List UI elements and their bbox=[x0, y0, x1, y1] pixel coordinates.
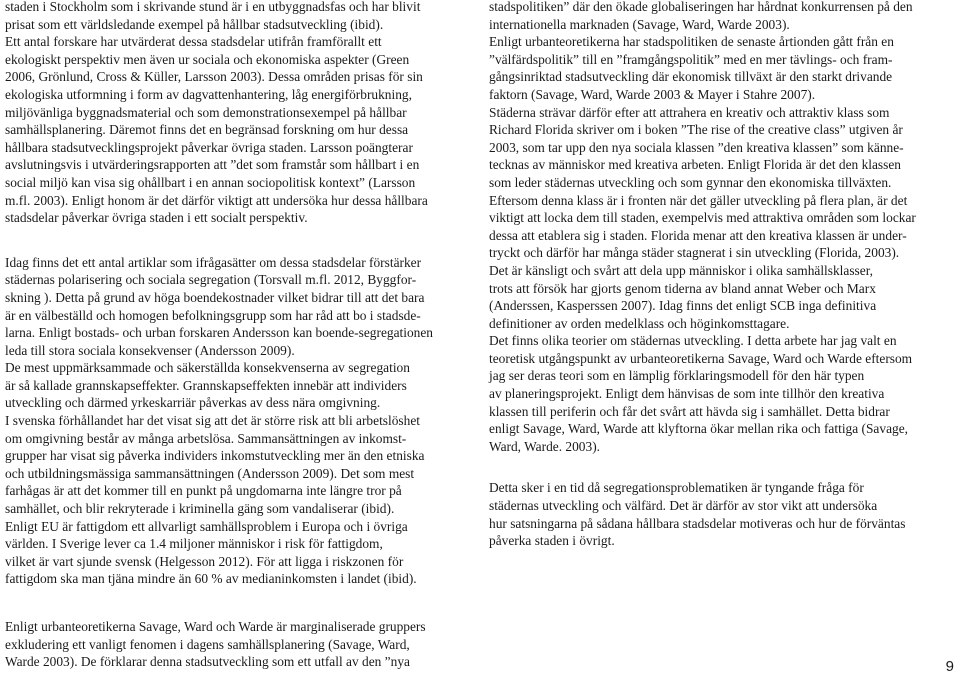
text-line: 2006, Grönlund, Cross & Küller, Larsson 2003). Dessa områden prisas för sin bbox=[5, 69, 423, 85]
text-line: av planeringsprojekt. Enligt dem hänvisas de som inte tillhör den kreativa bbox=[489, 386, 885, 402]
text-line: gångsinriktad stadsutveckling där ekonomisk tillväxt är den starkt drivande bbox=[489, 69, 893, 85]
text-line: Detta sker i en tid då segregationsproblematiken är tyngande fråga för bbox=[489, 480, 864, 496]
paragraph-segregation bbox=[5, 254, 467, 588]
text-line: Enligt urbanteoretikerna Savage, Ward och Warde är marginaliserade gruppers bbox=[5, 619, 426, 634]
text-line: vilket är vart sjunde svensk (Helgesson 2012). För att ligga i riskzonen för bbox=[5, 553, 404, 569]
text-line: Ett antal forskare har utvärderat dessa stadsdelar utifrån framförallt ett bbox=[5, 34, 382, 50]
text-line: Det är känsligt och svårt att dela upp människor i olika samhällsklasser, bbox=[489, 262, 873, 278]
text-line: exkludering ett vanligt fenomen i dagens samhällsplanering (Savage, Ward, bbox=[5, 636, 410, 652]
text-line: De mest uppmärksammade och säkerställda konsekvenserna av segregation bbox=[5, 360, 410, 376]
paragraph-urban-theorists bbox=[5, 618, 467, 671]
text-line: I svenska förhållandet har det visat sig att det är större risk att bli arbetslöshet bbox=[5, 413, 420, 429]
text-line: Städerna strävar därför efter att attrahera en kreativ och attraktiv klass som bbox=[489, 104, 890, 120]
text-line: hur satsningarna på sådana hållbara stadsdelar motiveras och hur de förväntas bbox=[489, 515, 906, 531]
text-line: faktorn (Savage, Ward, Warde 2003 & Mayer i Stahre 2007). bbox=[489, 86, 816, 102]
text-line: Ward, Warde. 2003). bbox=[489, 438, 601, 454]
paragraph-gap bbox=[5, 227, 467, 254]
paragraph-gap bbox=[5, 588, 467, 618]
text-line: är så kallade grannskapseffekter. Grannskapseffekten innebär att individers bbox=[5, 377, 407, 393]
text-line: staden i Stockholm som i skrivande stund är i en utbyggnadsfas och har blivit bbox=[5, 0, 421, 14]
text-line: avslutningsvis i utvärderingsrapporten att ”det som framstår som hållbart i en bbox=[5, 157, 420, 173]
text-line: och utbildningsmässiga sammansättningen (Andersson 2009). Det som mest bbox=[5, 465, 415, 481]
text-line: ekologiska utformning i form av dagvattenhantering, låg energiförbrukning, bbox=[5, 86, 412, 102]
text-line: Warde 2003). De förklarar denna stadsutveckling som ett utfall av den ”nya bbox=[5, 654, 410, 670]
text-line: 2003, som tar upp den nya sociala klassen ”den kreativa klassen” som känne- bbox=[489, 139, 904, 155]
paragraph-gap bbox=[489, 455, 951, 479]
paragraph-hammarby-intro bbox=[5, 0, 467, 227]
text-line: m.fl. 2003). Enligt honom är det därför viktigt att undersöka hur dessa hållbara bbox=[5, 192, 428, 208]
text-line: definitioner av orden medelklass och höginkomsttagare. bbox=[489, 315, 790, 331]
text-line: påverka staden i övrigt. bbox=[489, 533, 615, 549]
text-line: internationella marknaden (Savage, Ward, Warde 2003). bbox=[489, 16, 790, 32]
text-line: enligt Savage, Ward, Warde att klyftorna ökar mellan rika och fattiga (Savage, bbox=[489, 421, 908, 437]
text-line: Det finns olika teorier om städernas utveckling. I detta arbete har jag valt en bbox=[489, 333, 897, 349]
text-line: om omgivning består av många arbetslösa. Sammansättningen av inkomst- bbox=[5, 430, 407, 446]
text-line: städernas polarisering och sociala segregation (Torsvall m.fl. 2012, Byggfor- bbox=[5, 272, 417, 288]
text-line: miljövänliga byggnadsmaterial och som demonstrationsexempel på hållbar bbox=[5, 104, 407, 120]
text-line: tryckt och därför har många städer stagnerat i sin utveckling (Florida, 2003). bbox=[489, 245, 900, 261]
text-line: larna. Enligt bostads- och urban forskaren Andersson kan boende-segregationen bbox=[5, 325, 433, 341]
text-line: städernas utveckling och välfärd. Det är därför av stor vikt att undersöka bbox=[489, 498, 878, 514]
text-line: samhällsplanering. Däremot finns det en begränsad forskning om hur dessa bbox=[5, 122, 409, 138]
page-number: 9 bbox=[945, 658, 954, 675]
text-line: trots att försök har gjorts genom tiderna av bland annat Weber och Marx bbox=[489, 280, 876, 296]
text-line: social miljö kan visa sig ohållbart i en annan sociopolitisk kontext” (Larsson bbox=[5, 174, 416, 190]
left-column bbox=[5, 0, 467, 671]
text-line: prisat som ett världsledande exempel på hållbar stadsutveckling (ibid). bbox=[5, 16, 384, 32]
text-line: Enligt EU är fattigdom ett allvarligt samhällsproblem i Europa och i övriga bbox=[5, 518, 408, 534]
text-line: (Anderssen, Kasperssen 2007). Idag finns det enligt SCB inga definitiva bbox=[489, 298, 877, 314]
text-line: Richard Florida skriver om i boken ”The rise of the creative class” utgiven år bbox=[489, 122, 903, 138]
text-line: fattigdom ska man tjäna mindre än 60 % av medianinkomsten i landet (ibid). bbox=[5, 571, 417, 587]
text-line: stadsdelar påverkar övriga staden i ett socialt perspektiv. bbox=[5, 210, 308, 226]
text-line: teoretisk utgångspunkt av urbanteoretikerna Savage, Ward och Warde eftersom bbox=[489, 350, 913, 366]
text-line: stadspolitiken” där den ökade globaliseringen har hårdnat konkurrensen på den bbox=[489, 0, 913, 14]
text-line: Enligt urbanteoretikerna har stadspolitiken de senaste årtionden gått från en bbox=[489, 34, 894, 50]
text-line: jag ser deras teori som en lämplig förklaringsmodell för den här typen bbox=[489, 368, 865, 384]
text-line: som leder städernas utveckling och som gynnar den ekonomiska tillväxten. bbox=[489, 174, 892, 190]
text-line: hållbara stadsutvecklingsprojekt påverkar övriga staden. Larsson poängterar bbox=[5, 139, 413, 155]
text-line: världen. I Sverige lever ca 1.4 miljoner människor i risk för fattigdom, bbox=[5, 536, 383, 552]
text-line: tecknas av människor med kreativa arbeten. Enligt Florida är det den klassen bbox=[489, 157, 901, 173]
text-line: utveckling och därmed yrkeskarriär påverkas av dess nära omgivning. bbox=[5, 395, 381, 411]
right-column bbox=[489, 0, 951, 550]
text-line: ”välfärdspolitik” till en ”framgångspolitik” med en mer tävlings- och fram- bbox=[489, 51, 893, 67]
text-line: farhågas är att det kommer till en punkt på ungdomarna inte längre tror på bbox=[5, 483, 402, 499]
text-line: samhället, och blir rekryterade i kriminella gäng som vandaliserar (ibid). bbox=[5, 501, 395, 517]
text-line: leda till stora sociala konsekvenser (Andersson 2009). bbox=[5, 342, 295, 358]
text-line: skning ). Detta på grund av höga boendekostnader vilket bidrar till att det bara bbox=[5, 289, 425, 305]
text-line: Idag finns det ett antal artiklar som ifrågasätter om dessa stadsdelar förstärker bbox=[5, 254, 422, 270]
text-line: är en välbeställd och homogen befolkningsgrupp som har råd att bo i stadsde- bbox=[5, 307, 421, 323]
paragraph-stadspolitiken bbox=[489, 0, 951, 455]
text-line: dessa att etablera sig i staden. Florida menar att den kreativa klassen är under- bbox=[489, 227, 907, 243]
text-line: grupper har visat sig påverka individers inkomstutveckling mer än den etniska bbox=[5, 448, 425, 464]
text-line: viktigt att locka dem till staden, exempelvis med attraktiva områden som lockar bbox=[489, 210, 916, 226]
text-line: klassen till periferin och får det svårt att hävda sig i samhället. Detta bidrar bbox=[489, 403, 890, 419]
text-line: Eftersom denna klass är i fronten när det gäller utveckling på flera plan, är det bbox=[489, 192, 908, 208]
paragraph-segregation-question bbox=[489, 479, 951, 549]
text-line: ekologiskt perspektiv men även ur sociala och ekonomiska aspekter (Green bbox=[5, 51, 410, 67]
